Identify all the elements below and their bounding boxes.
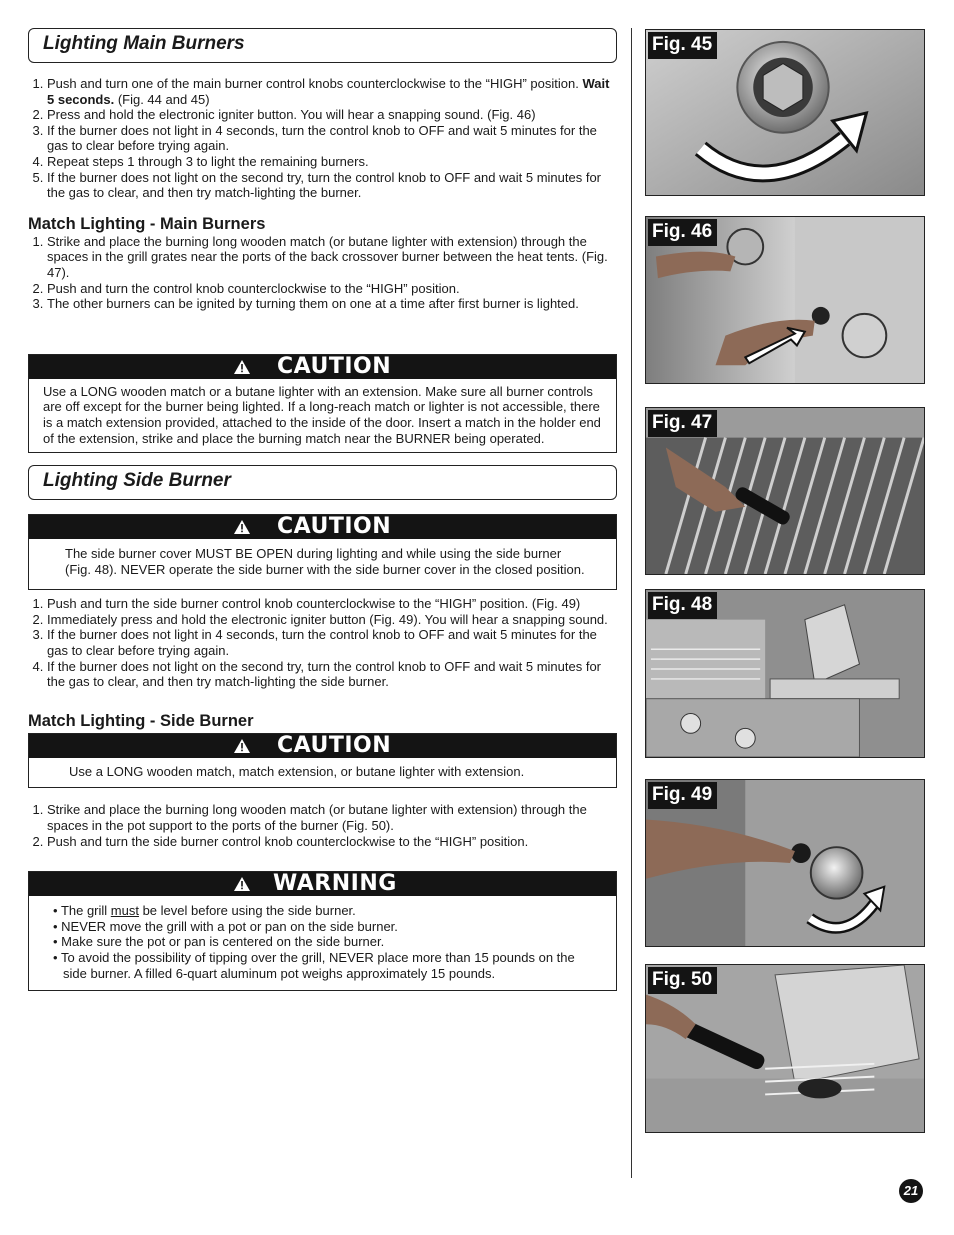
match-main-steps bbox=[28, 234, 618, 312]
caution-header: CAUTION bbox=[29, 734, 616, 758]
list-item: 1. Push and turn the side burner control knob counterclockwise to the “HIGH” position. (Fig. 49) bbox=[47, 596, 618, 612]
caution-header: CAUTION bbox=[29, 515, 616, 539]
subheading-match-lighting-side: Match Lighting - Side Burner bbox=[28, 711, 254, 730]
list-item: 3. If the burner does not light in 4 seconds, turn the control knob to OFF and wait 5 minutes for the gas to clear before trying again. bbox=[47, 627, 618, 658]
warning-box-side-burner bbox=[28, 871, 617, 991]
list-item: 4. Repeat steps 1 through 3 to light the remaining burners. bbox=[47, 154, 618, 170]
figure-46 bbox=[645, 216, 925, 384]
list-item: • NEVER move the grill with a pot or pan on the side burner. bbox=[53, 918, 398, 934]
list-item: 2. Push and turn the control knob counterclockwise to the “HIGH” position. bbox=[47, 281, 618, 297]
figure-label: Fig. 47 bbox=[648, 410, 717, 437]
list-item: 1. Strike and place the burning long wooden match (or butane lighter with extension) through the spaces in the pot support to the ports of the burner (Fig. 50). bbox=[47, 802, 618, 833]
figure-label: Fig. 45 bbox=[648, 32, 717, 59]
main-burner-steps bbox=[28, 76, 618, 201]
list-item: • The grill must be level before using the side burner. bbox=[53, 903, 356, 919]
list-item: 3. If the burner does not light in 4 seconds, turn the control knob to OFF and wait 5 minutes for the gas to clear before trying again. bbox=[47, 123, 618, 154]
warning-triangle-icon bbox=[234, 520, 250, 534]
list-item: 5. If the burner does not light on the second try, turn the control knob to OFF and wait 5 minutes for the gas to clear, and then try match-lighting the burner. bbox=[47, 170, 618, 201]
figure-48 bbox=[645, 589, 925, 758]
figure-47 bbox=[645, 407, 925, 575]
figure-label: Fig. 49 bbox=[648, 782, 717, 809]
figure-label: Fig. 48 bbox=[648, 592, 717, 619]
side-burner-steps bbox=[28, 596, 618, 690]
section-title-lighting-main-burners: Lighting Main Burners bbox=[28, 28, 617, 63]
match-side-steps bbox=[28, 802, 618, 849]
list-item: 2. Press and hold the electronic igniter button. You will hear a snapping sound. (Fig. 46) bbox=[47, 107, 618, 123]
warning-header: WARNING bbox=[29, 872, 616, 896]
column-divider bbox=[631, 28, 632, 1178]
figure-49 bbox=[645, 779, 925, 947]
caution-header: CAUTION bbox=[29, 355, 616, 379]
subheading-match-lighting-main: Match Lighting - Main Burners bbox=[28, 214, 266, 233]
caution-box-side-cover bbox=[28, 514, 617, 590]
left-column bbox=[28, 28, 618, 991]
caution-box-match bbox=[28, 354, 617, 453]
list-item: 2. Push and turn the side burner control knob counterclockwise to the “HIGH” position. bbox=[47, 834, 618, 850]
page-number: 21 bbox=[899, 1179, 923, 1203]
warning-triangle-icon bbox=[234, 360, 250, 374]
caution-box-side-match bbox=[28, 733, 617, 789]
figure-45 bbox=[645, 29, 925, 196]
figure-label: Fig. 50 bbox=[648, 967, 717, 994]
wait-emphasis: Wait 5 seconds. bbox=[47, 76, 610, 107]
list-item: 3. The other burners can be ignited by turning them on one at a time after first burner is lighted. bbox=[47, 296, 618, 312]
warning-triangle-icon bbox=[234, 739, 250, 753]
list-item: 1. Push and turn one of the main burner control knobs counterclockwise to the “HIGH” position. Wait 5 seconds. (Fig. 44 and 45) bbox=[47, 76, 618, 107]
caution-text: The side burner cover MUST BE OPEN during lighting and while using the side burner (Fig. 48). NEVER operate the side burner with the side burner cover in the closed position. bbox=[65, 546, 585, 577]
warning-triangle-icon bbox=[234, 877, 250, 891]
list-item: • To avoid the possibility of tipping over the grill, NEVER place more than 15 pounds on the side burner. A filled 6-quart aluminum pot weighs approximately 15 pounds. bbox=[53, 950, 575, 981]
list-item: 1. Strike and place the burning long wooden match (or butane lighter with extension) through the spaces in the grill grates near the ports of the back crossover burner between the heat tents. (Fig. 47). bbox=[47, 234, 618, 281]
list-item: • Make sure the pot or pan is centered on the side burner. bbox=[53, 934, 385, 950]
figure-label: Fig. 46 bbox=[648, 219, 717, 246]
caution-text: Use a LONG wooden match or a butane lighter with an extension. Make sure all burner controls are off except for the burner being lighted. If a long-reach match or lighter is not accessible, there is a match extension provided, attached to the inside of the door. Insert a match in the holder end of the extension, strike and place the burning match near the BURNER being operated. bbox=[43, 383, 601, 446]
list-item: 4. If the burner does not light on the second try, turn the control knob to OFF and wait 5 minutes for the gas to clear, and then try match-lighting the side burner. bbox=[47, 659, 618, 690]
caution-text: Use a LONG wooden match, match extension, or butane lighter with extension. bbox=[69, 763, 525, 779]
figure-50 bbox=[645, 964, 925, 1133]
warning-list bbox=[29, 896, 616, 990]
list-item: 2. Immediately press and hold the electronic igniter button (Fig. 49). You will hear a snapping sound. bbox=[47, 612, 618, 628]
section-title-lighting-side-burner: Lighting Side Burner bbox=[28, 465, 617, 500]
